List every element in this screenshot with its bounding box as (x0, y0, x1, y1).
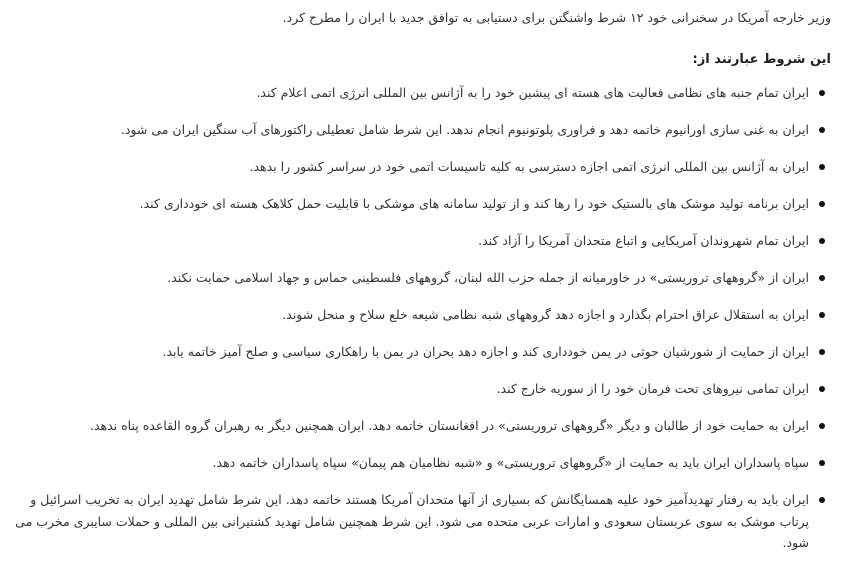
bullet-icon (819, 164, 825, 170)
conditions-list (12, 82, 831, 554)
condition-text: ایران از «گروههای تروریستی» در خاورمیانه از جمله حزب الله لبنان، گروههای فلسطینی حماس و جهاد اسلامی حمایت نکند. (167, 270, 809, 285)
condition-text: ایران تمامی نیروهای تحت فرمان خود را از سوریه خارج کند. (496, 381, 809, 396)
list-item (12, 489, 831, 554)
condition-text: ایران به غنی سازی اورانیوم خاتمه دهد و فراوری پلوتونیوم انجام ندهد. این شرط شامل تعطیلی راکتورهای آب سنگین ایران می شود. (120, 122, 809, 137)
bullet-icon (819, 386, 825, 392)
list-item (12, 415, 831, 437)
intro-paragraph: وزیر خارجه آمریکا در سخنرانی خود ۱۲ شرط واشنگتن برای دستیابی به توافق جدید با ایران را مطرح کرد. (282, 10, 831, 25)
list-item (12, 378, 831, 400)
bullet-icon (819, 275, 825, 281)
bullet-icon (819, 312, 825, 318)
condition-text: ایران تمام شهروندان آمریکایی و اتباع متحدان آمریکا را آزاد کند. (478, 233, 809, 248)
list-item (12, 304, 831, 326)
bullet-icon (819, 127, 825, 133)
bullet-icon (819, 460, 825, 466)
condition-text: سپاه پاسداران ایران باید به حمایت از «گروههای تروریستی» و «شبه نظامیان هم پیمان» سپاه پاسداران خاتمه دهد. (212, 455, 809, 470)
list-item (12, 230, 831, 252)
list-item (12, 193, 831, 215)
bullet-icon (819, 90, 825, 96)
condition-text: ایران به استقلال عراق احترام بگذارد و اجازه دهد گروههای شبه نظامی شیعه خلع سلاح و منحل شوند. (282, 307, 809, 322)
condition-text: ایران تمام جنبه های نظامی فعالیت های هسته ای پیشین خود را به آژانس بین المللی انرژی اتمی اعلام کند. (256, 85, 809, 100)
list-item (12, 156, 831, 178)
list-item (12, 267, 831, 289)
bullet-icon (819, 497, 825, 503)
condition-text: ایران به حمایت خود از طالبان و دیگر «گروههای تروریستی» در افغانستان خاتمه دهد. ایران همچنین دیگر به رهبران گروه القاعده پناه ندهد. (89, 418, 809, 433)
list-item (12, 119, 831, 141)
condition-text: ایران برنامه تولید موشک های بالستیک خود را رها کند و از تولید سامانه های موشکی با قابلیت حمل کلاهک هسته ای خودداری کند. (139, 196, 809, 211)
bullet-icon (819, 349, 825, 355)
condition-text: ایران باید به رفتار تهدیدآمیز خود علیه همسایگانش که بسیاری از آنها متحدان آمریکا هستند خاتمه دهد. این شرط شامل تهدید ایران به تخریب اسرائیل و پرتاب موشک به سوی عربستان سعودی و امارات عربی متحده می شود. این شرط همچنین شامل تهدید کشتیرانی بین المللی و حملات سایبری مخرب می شود. (15, 492, 809, 550)
list-item (12, 452, 831, 474)
bullet-icon (819, 423, 825, 429)
list-item (12, 82, 831, 104)
conditions-heading: این شروط عبارتند از: (692, 52, 831, 67)
condition-text: ایران به آژانس بین المللی انرژی اتمی اجازه دسترسی به کلیه تاسیسات اتمی خود در سراسر کشور را بدهد. (249, 159, 809, 174)
condition-text: ایران از حمایت از شورشیان حوثی در یمن خودداری کند و اجازه دهد بحران در یمن با راهکاری سیاسی و صلح آمیز خاتمه یابد. (162, 344, 809, 359)
list-item (12, 341, 831, 363)
bullet-icon (819, 238, 825, 244)
bullet-icon (819, 201, 825, 207)
